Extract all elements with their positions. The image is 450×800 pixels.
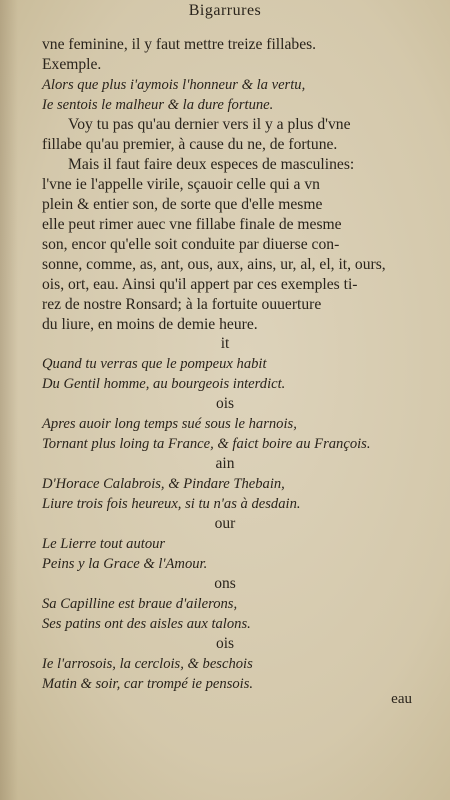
prose-line: plein & entier son, de sorte que d'elle mesme [42, 196, 323, 213]
rhyme-suffix-heading: ois [215, 395, 235, 412]
prose-line: du liure, en moins de demie heure. [42, 316, 258, 333]
prose-line: ois, ort, eau. Ainsi qu'il appert par ces exemples ti- [42, 276, 358, 293]
rhyme-suffix-heading: ons [214, 575, 236, 592]
verse-line: Ie sentois le malheur & la dure fortune. [42, 97, 274, 113]
verse-line: Quand tu verras que le pompeux habit [42, 356, 267, 372]
prose-line: elle peut rimer auec vne fillabe finale de mesme [42, 216, 342, 233]
verse-line: Ses patins ont des aisles aux talons. [42, 616, 251, 632]
catchword: eau [391, 691, 412, 707]
prose-line: rez de nostre Ronsard; à la fortuite ouuerture [42, 296, 322, 313]
prose-line: fillabe qu'au premier, à cause du ne, de fortune. [42, 136, 338, 153]
rhyme-suffix-heading: it [220, 335, 230, 352]
verse-line: Matin & soir, car trompé ie pensois. [42, 676, 254, 692]
prose-line: sonne, comme, as, ant, ous, aux, ains, ur, al, el, it, ours, [42, 256, 386, 273]
prose-line: Exemple. [42, 56, 102, 73]
verse-line: Peins y la Grace & l'Amour. [42, 556, 208, 572]
verse-line: Du Gentil homme, au bourgeois interdict. [42, 376, 286, 392]
verse-line: Liure trois fois heureux, si tu n'as à desdain. [42, 496, 301, 512]
prose-line: Voy tu pas qu'au dernier vers il y a plus d'vne [68, 116, 351, 133]
prose-line: Mais il faut faire deux especes de masculines: [68, 156, 355, 173]
verse-line: Apres auoir long temps sué sous le harnois, [42, 416, 297, 432]
verse-line: Tornant plus loing ta France, & faict boire au François. [42, 436, 371, 452]
prose-line: l'vne ie l'appelle virile, sçauoir celle qui a vn [42, 176, 320, 193]
rhyme-suffix-heading: ois [215, 635, 235, 652]
verse-line: Alors que plus i'aymois l'honneur & la vertu, [42, 77, 306, 93]
verse-line: Le Lierre tout autour [42, 536, 166, 552]
prose-line: son, encor qu'elle soit conduite par diuerse con- [42, 236, 340, 253]
prose-line: vne feminine, il y faut mettre treize fillabes. [42, 36, 317, 53]
verse-line: Ie l'arrosois, la cerclois, & beschois [42, 656, 253, 672]
rhyme-suffix-heading: our [214, 515, 236, 532]
rhyme-suffix-heading: ain [215, 455, 235, 472]
verse-line: D'Horace Calabrois, & Pindare Thebain, [42, 476, 285, 492]
running-head: Bigarrures [188, 2, 262, 19]
verse-line: Sa Capilline est braue d'ailerons, [42, 596, 238, 612]
